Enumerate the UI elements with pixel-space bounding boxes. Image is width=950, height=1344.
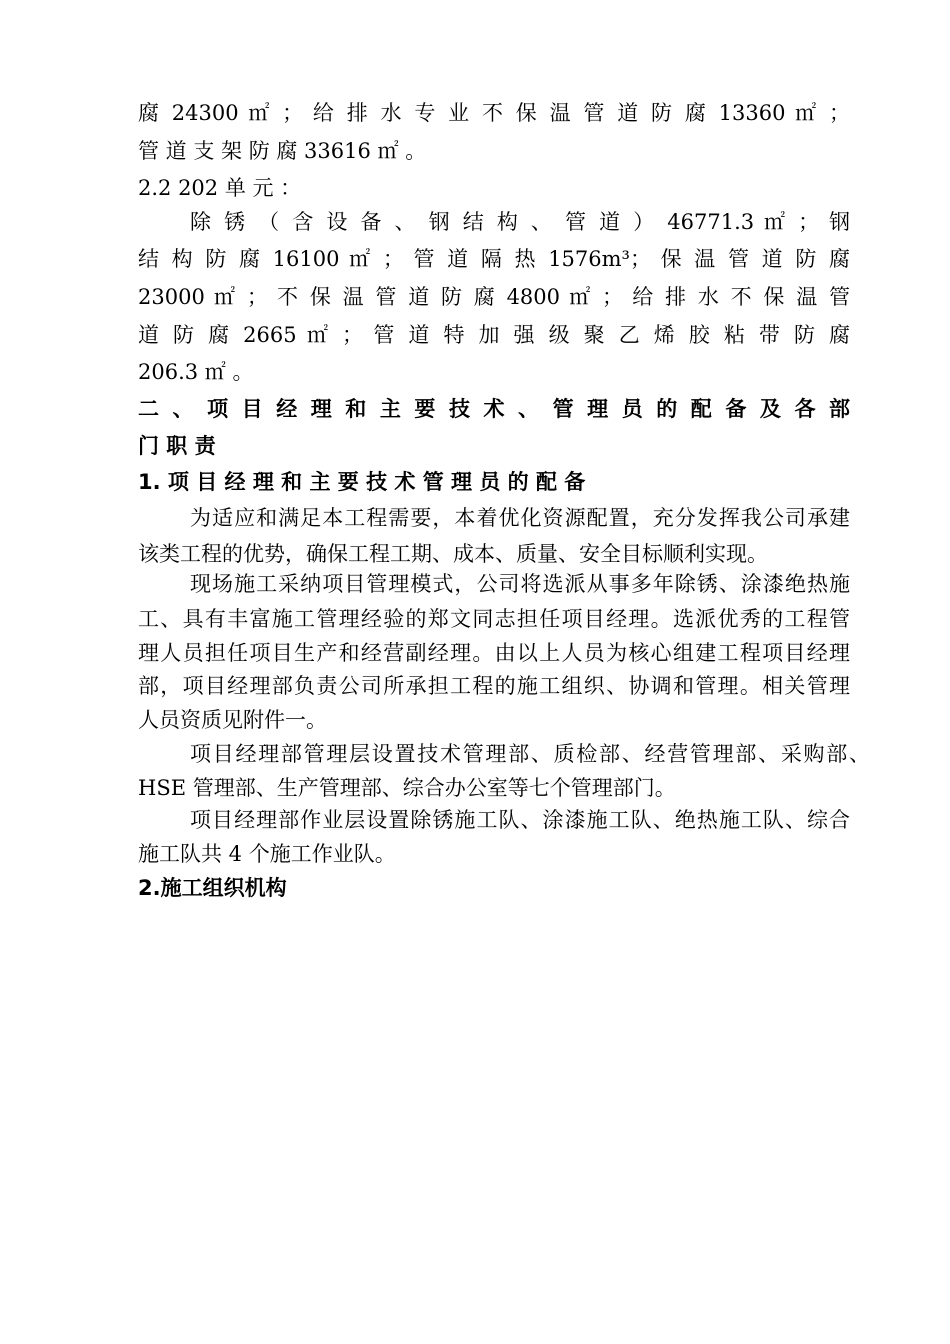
text-line: 道 防 腐 2665 ㎡ ； 管 道 特 加 强 级 聚 乙 烯 胶 粘 带 防 腐 xyxy=(138,323,850,347)
text-line: 管 道 支 架 防 腐 33616 ㎡ 。 xyxy=(138,139,427,163)
section-heading: 2.2 202 单 元 ： xyxy=(138,176,302,200)
text-line: 腐 24300 ㎡ ； 给 排 水 专 业 不 保 温 管 道 防 腐 13360 ㎡ ； xyxy=(138,101,850,125)
text-line: 206.3 ㎡ 。 xyxy=(138,360,254,384)
chapter-heading: 二 、 项 目 经 理 和 主 要 技 术 、 管 理 员 的 配 备 及 各 部 xyxy=(138,397,850,421)
text-line: HSE 管理部、生产管理部、综合办公室等七个管理部门。 xyxy=(138,776,676,800)
text-line: 除 锈 （ 含 设 备 、 钢 结 构 、 管 道 ） 46771.3 ㎡ ； 钢 xyxy=(190,210,850,234)
text-line: 项目经理部管理层设置技术管理部、质检部、经营管理部、采购部、 xyxy=(190,742,870,766)
text-line: 现场施工采纳项目管理模式，公司将选派从事多年除锈、涂漆绝热施 xyxy=(190,572,850,596)
text-line: 该类工程的优势，确保工程工期、成本、质量、安全目标顺利实现。 xyxy=(138,542,768,566)
text-line: 人员资质见附件一。 xyxy=(138,708,327,732)
text-line: 项目经理部作业层设置除锈施工队、涂漆施工队、绝热施工队、综合 xyxy=(190,808,850,832)
chapter-heading: 门 职 责 xyxy=(138,434,216,458)
text-line: 工、具有丰富施工管理经验的郑文同志担任项目经理。选派优秀的工程管 xyxy=(138,607,850,631)
text-line: 结 构 防 腐 16100 ㎡ ； 管 道 隔 热 1576m³； 保 温 管 道 防 腐 xyxy=(138,247,850,271)
section-heading: 2.施工组织机构 xyxy=(138,876,287,900)
text-line: 部，项目经理部负责公司所承担工程的施工组织、协调和管理。相关管理 xyxy=(138,674,850,698)
text-line: 施工队共 4 个施工作业队。 xyxy=(138,842,396,866)
text-line: 理人员担任项目生产和经营副经理。由以上人员为核心组建工程项目经理 xyxy=(138,641,850,665)
text-line: 为适应和满足本工程需要，本着优化资源配置，充分发挥我公司承建 xyxy=(190,506,850,530)
text-line: 23000 ㎡ ； 不 保 温 管 道 防 腐 4800 ㎡ ； 给 排 水 不 保 温 管 xyxy=(138,285,850,309)
section-heading: 1. 项 目 经 理 和 主 要 技 术 管 理 员 的 配 备 xyxy=(138,470,586,494)
